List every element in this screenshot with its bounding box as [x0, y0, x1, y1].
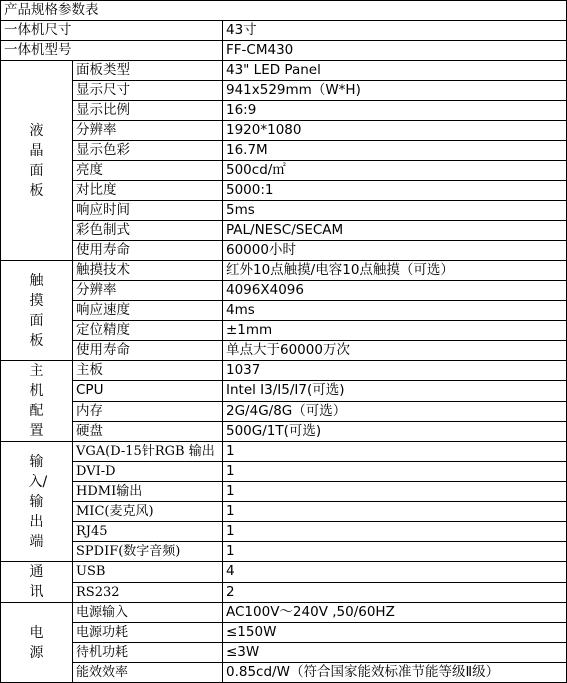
row-value: ±1mm [223, 321, 567, 341]
table-row [1, 261, 567, 281]
group-label [1, 442, 73, 562]
group-label-text: 触摸面板 [29, 272, 44, 349]
row-label: 触摸技术 [73, 261, 223, 281]
row-label: 定位精度 [73, 321, 223, 341]
row-value: 500G/1T(可选) [223, 421, 567, 441]
row-value: 1 [223, 502, 567, 522]
row-label: RS232 [73, 582, 223, 603]
group-label-text: 主机配置 [29, 363, 44, 439]
row-label: 一体机尺寸 [1, 21, 223, 41]
row-value: 1 [223, 522, 567, 542]
row-value: 1037 [223, 361, 567, 381]
row-value: 16.7M [223, 141, 567, 161]
table-row [1, 603, 567, 623]
row-value: ≤150W [223, 623, 567, 643]
row-label: 电源功耗 [73, 623, 223, 643]
row-value: 1 [223, 482, 567, 502]
row-label: 电源输入 [73, 603, 223, 623]
row-value: 1920*1080 [223, 121, 567, 141]
group-label [1, 562, 73, 603]
table-row [1, 643, 567, 663]
row-value: 5000:1 [223, 181, 567, 201]
spec-table-body [1, 1, 567, 683]
row-value: 500cd/㎡ [223, 161, 567, 181]
row-label: 响应速度 [73, 301, 223, 321]
row-label: 面板类型 [73, 61, 223, 81]
table-row [1, 181, 567, 201]
table-row [1, 321, 567, 341]
table-row [1, 341, 567, 361]
table-row [1, 522, 567, 542]
table-row [1, 221, 567, 241]
table-row [1, 562, 567, 583]
group-label-text: 输入/输出端 [28, 453, 48, 550]
row-value: 16:9 [223, 101, 567, 121]
row-value: 4 [223, 562, 567, 583]
table-row [1, 401, 567, 421]
row-label: 彩色制式 [73, 221, 223, 241]
row-label: 显示尺寸 [73, 81, 223, 101]
row-label: 对比度 [73, 181, 223, 201]
row-label: 显示色彩 [73, 141, 223, 161]
group-label-text: 液晶面板 [29, 122, 44, 199]
table-title: 产品规格参数表 [1, 1, 567, 21]
row-value: PAL/NESC/SECAM [223, 221, 567, 241]
table-row [1, 241, 567, 261]
row-label: RJ45 [73, 522, 223, 542]
row-label: CPU [73, 381, 223, 401]
row-label: VGA(D-15针RGB 输出 [73, 442, 223, 462]
table-row [1, 623, 567, 643]
title-row [1, 1, 567, 21]
row-label: 分辨率 [73, 281, 223, 301]
row-label: 分辨率 [73, 121, 223, 141]
row-value: 2G/4G/8G（可选） [223, 401, 567, 421]
row-value: 5ms [223, 201, 567, 221]
row-value: ≤3W [223, 643, 567, 663]
group-label-text: 通讯 [29, 564, 44, 600]
table-row [1, 381, 567, 401]
table-row [1, 542, 567, 562]
table-row [1, 121, 567, 141]
row-value: 4ms [223, 301, 567, 321]
table-row [1, 281, 567, 301]
row-value: 0.85cd/W（符合国家能效标准节能等级Ⅱ级） [223, 663, 567, 683]
row-label: 一体机型号 [1, 41, 223, 61]
row-label: 主板 [73, 361, 223, 381]
row-value: 4096X4096 [223, 281, 567, 301]
group-label [1, 603, 73, 683]
row-label: 内存 [73, 401, 223, 421]
row-label: MIC(麦克风) [73, 502, 223, 522]
row-label: DVI-D [73, 462, 223, 482]
row-value: 1 [223, 442, 567, 462]
row-value: 2 [223, 582, 567, 603]
row-label: 硬盘 [73, 421, 223, 441]
table-row [1, 61, 567, 81]
row-label: 显示比例 [73, 101, 223, 121]
row-label: 响应时间 [73, 201, 223, 221]
table-row [1, 442, 567, 462]
table-row [1, 462, 567, 482]
group-label [1, 361, 73, 442]
group-label [1, 61, 73, 261]
row-value: 单点大于60000万次 [223, 341, 567, 361]
group-label [1, 261, 73, 361]
row-label: 待机功耗 [73, 643, 223, 663]
row-value: 60000小时 [223, 241, 567, 261]
table-row [1, 421, 567, 441]
table-row [1, 663, 567, 683]
row-label: USB [73, 562, 223, 583]
table-row [1, 361, 567, 381]
row-label: HDMI输出 [73, 482, 223, 502]
table-row [1, 81, 567, 101]
row-value: 1 [223, 542, 567, 562]
row-value: FF-CM430 [223, 41, 567, 61]
row-label: SPDIF(数字音频) [73, 542, 223, 562]
row-value: 红外10点触摸/电容10点触摸（可选） [223, 261, 567, 281]
table-row [1, 141, 567, 161]
table-row [1, 41, 567, 61]
row-value: 941x529mm（W*H) [223, 81, 567, 101]
table-row [1, 582, 567, 603]
table-row [1, 201, 567, 221]
row-label: 使用寿命 [73, 341, 223, 361]
table-row [1, 301, 567, 321]
table-row [1, 502, 567, 522]
row-label: 亮度 [73, 161, 223, 181]
row-value: Intel I3/I5/I7(可选) [223, 381, 567, 401]
table-row [1, 482, 567, 502]
row-value: AC100V～240V ,50/60HZ [223, 603, 567, 623]
row-label: 能效效率 [73, 663, 223, 683]
group-label-text: 电源 [29, 624, 44, 661]
table-row [1, 161, 567, 181]
row-label: 使用寿命 [73, 241, 223, 261]
row-value: 43" LED Panel [223, 61, 567, 81]
row-value: 43寸 [223, 21, 567, 41]
table-row [1, 101, 567, 121]
row-value: 1 [223, 462, 567, 482]
table-row [1, 21, 567, 41]
